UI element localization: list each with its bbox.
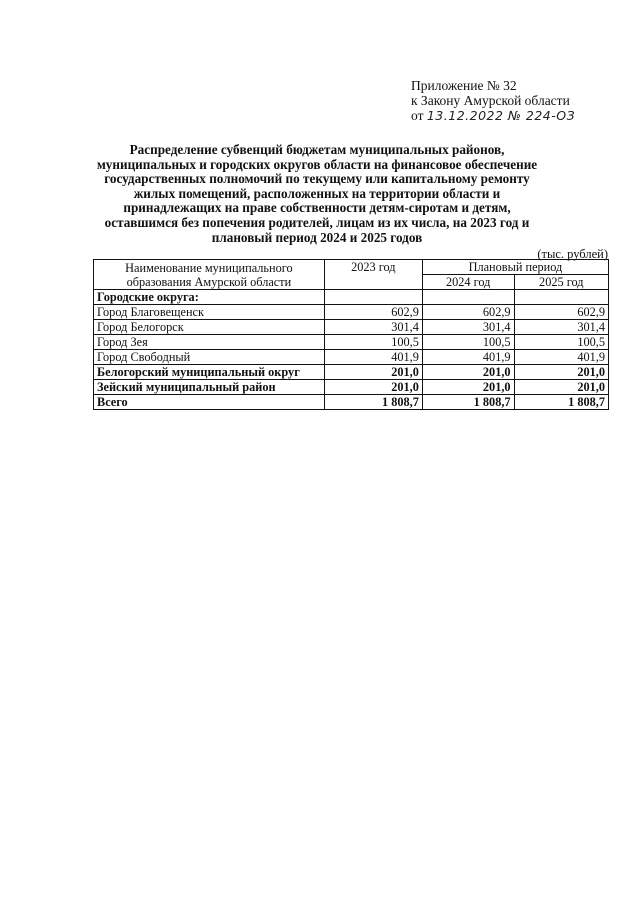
table-row bbox=[94, 365, 609, 380]
header-2025: 2025 год bbox=[514, 275, 608, 290]
header-municipality bbox=[94, 260, 325, 290]
header-municipality-line1: Наименование муниципального bbox=[125, 260, 293, 275]
table-row bbox=[94, 320, 609, 335]
table-row bbox=[94, 350, 609, 365]
row-2023: 401,9 bbox=[324, 350, 422, 365]
table-row bbox=[94, 290, 609, 305]
row-2024 bbox=[422, 290, 514, 305]
row-2024: 201,0 bbox=[422, 365, 514, 380]
units-label: (тыс. рублей) bbox=[537, 247, 608, 261]
row-name: Город Зея bbox=[94, 335, 325, 350]
appendix-date-line bbox=[411, 108, 626, 123]
row-2023: 201,0 bbox=[324, 365, 422, 380]
header-2024: 2024 год bbox=[422, 275, 514, 290]
table-row bbox=[94, 335, 609, 350]
appendix-law-reference: к Закону Амурской области bbox=[411, 93, 570, 108]
appendix-number: Приложение № 32 bbox=[411, 78, 517, 93]
row-2025: 602,9 bbox=[514, 305, 608, 320]
table-row bbox=[94, 380, 609, 395]
row-name: Город Свободный bbox=[94, 350, 325, 365]
header-municipality-line2: образования Амурской области bbox=[126, 274, 292, 289]
row-2024: 100,5 bbox=[422, 335, 514, 350]
table-total-row bbox=[94, 395, 609, 410]
row-2024: 301,4 bbox=[422, 320, 514, 335]
row-2024: 602,9 bbox=[422, 305, 514, 320]
document-title: Распределение субвенций бюджетам муниципальных районов, муниципальных и городских округов области на финансовое обеспечение государственных полномочий по текущему или капитальному ремонту жилых помещений, расположенных на территории области и принадлежащих на праве собственности детям-сиротам и детям, оставшимся без попечения родителей, лицам из их числа, на 2023 год и плановый период 2024 и 2025 годов bbox=[96, 142, 538, 245]
handwritten-date-number: 13.12.2022 № 224-ОЗ bbox=[426, 108, 576, 123]
date-prefix: от bbox=[411, 108, 424, 123]
row-name: Зейский муниципальный район bbox=[94, 380, 325, 395]
row-2025: 301,4 bbox=[514, 320, 608, 335]
row-2023: 100,5 bbox=[324, 335, 422, 350]
table-header-row bbox=[94, 260, 609, 275]
row-name: Городские округа: bbox=[94, 290, 325, 305]
row-2025: 201,0 bbox=[514, 365, 608, 380]
row-name: Всего bbox=[94, 395, 325, 410]
table-row bbox=[94, 305, 609, 320]
header-planned-period: Плановый период bbox=[422, 260, 608, 275]
row-name: Город Белогорск bbox=[94, 320, 325, 335]
row-name: Белогорский муниципальный округ bbox=[94, 365, 325, 380]
header-2023: 2023 год bbox=[324, 260, 422, 290]
row-2024: 201,0 bbox=[422, 380, 514, 395]
row-2025: 1 808,7 bbox=[514, 395, 608, 410]
row-2025: 201,0 bbox=[514, 380, 608, 395]
row-2023: 1 808,7 bbox=[324, 395, 422, 410]
row-2023: 301,4 bbox=[324, 320, 422, 335]
row-2023: 201,0 bbox=[324, 380, 422, 395]
row-2024: 1 808,7 bbox=[422, 395, 514, 410]
row-2025: 100,5 bbox=[514, 335, 608, 350]
row-name: Город Благовещенск bbox=[94, 305, 325, 320]
row-2025 bbox=[514, 290, 608, 305]
row-2025: 401,9 bbox=[514, 350, 608, 365]
row-2023 bbox=[324, 290, 422, 305]
appendix-block bbox=[411, 78, 626, 123]
row-2023: 602,9 bbox=[324, 305, 422, 320]
subvention-table bbox=[93, 259, 609, 410]
row-2024: 401,9 bbox=[422, 350, 514, 365]
